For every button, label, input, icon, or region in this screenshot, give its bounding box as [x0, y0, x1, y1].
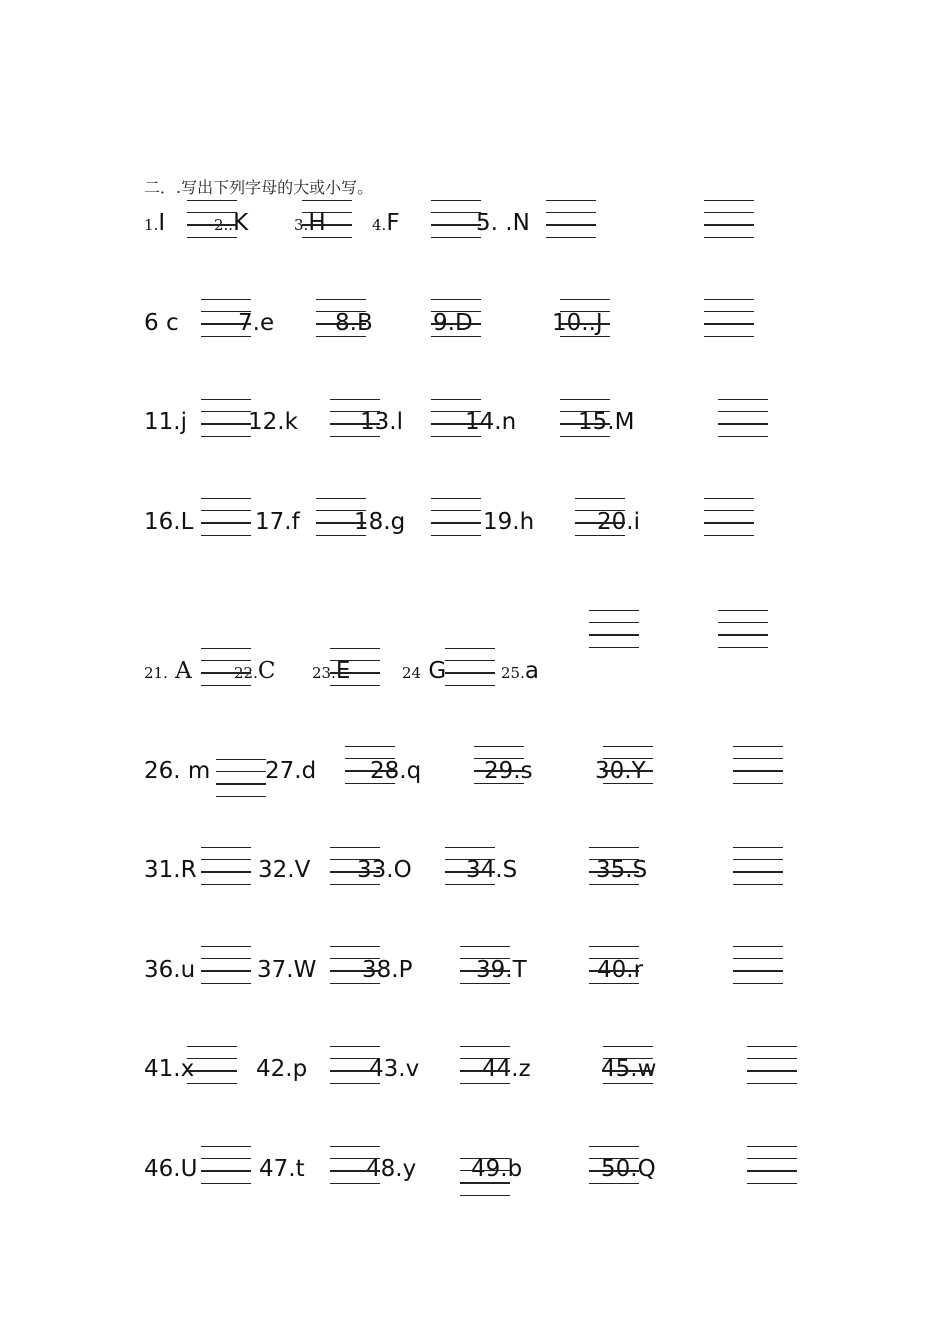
writing-lines: [460, 1158, 510, 1198]
item-letter: E: [335, 658, 351, 684]
writing-lines: [704, 498, 754, 538]
item-25: [501, 660, 539, 683]
item-24: [402, 660, 446, 683]
item-27: 27.d: [265, 758, 317, 784]
item-9: 9.D: [433, 310, 473, 336]
item-31: 31.R: [144, 857, 197, 883]
item-1: [144, 212, 165, 235]
writing-lines: [733, 847, 783, 887]
exercise-title: 二．.写出下列字母的大或小写。: [144, 178, 374, 197]
item-letter: I: [158, 210, 166, 236]
item-10: 10..J: [552, 310, 603, 336]
item-36: 36.u: [144, 957, 196, 983]
item-number: 3.: [294, 216, 309, 234]
writing-lines: [431, 200, 481, 240]
writing-lines: [603, 746, 653, 786]
item-letter: K: [233, 210, 249, 236]
writing-lines: [704, 200, 754, 240]
item-letter: F: [386, 210, 400, 236]
item-number: 21.: [144, 664, 168, 682]
writing-lines: [330, 1046, 380, 1086]
writing-lines: [431, 299, 481, 339]
writing-lines: [474, 746, 524, 786]
item-16: 16.L: [144, 509, 194, 535]
item-49: 49.b: [471, 1156, 523, 1182]
writing-lines: [560, 399, 610, 439]
writing-lines: [589, 610, 639, 650]
item-8: 8.B: [335, 310, 373, 336]
item-14: 14.n: [465, 409, 517, 435]
item-letter: G: [428, 658, 447, 684]
item-number: 25.: [501, 664, 525, 682]
writing-lines: [733, 746, 783, 786]
writing-lines: [460, 946, 510, 986]
item-5: 5. .N: [476, 210, 530, 236]
writing-lines: [704, 299, 754, 339]
writing-lines: [201, 1146, 251, 1186]
item-33: 33.O: [357, 857, 412, 883]
item-letter: H: [308, 210, 326, 236]
item-4: [372, 212, 400, 235]
writing-lines: [546, 200, 596, 240]
writing-lines: [316, 299, 366, 339]
writing-lines: [216, 759, 266, 799]
writing-lines: [431, 498, 481, 538]
item-50: 50.Q: [601, 1156, 656, 1182]
writing-lines: [345, 746, 395, 786]
writing-lines: [747, 1146, 797, 1186]
item-43: 43.v: [369, 1056, 420, 1082]
item-11: 11.j: [144, 409, 187, 435]
item-29: 29.s: [484, 758, 533, 784]
item-number: 2..: [214, 216, 234, 234]
item-32: 32.V: [258, 857, 311, 883]
item-34: 34.S: [466, 857, 518, 883]
writing-lines: [460, 1046, 510, 1086]
item-letter: A: [175, 658, 192, 684]
writing-lines: [316, 498, 366, 538]
writing-lines: [201, 299, 251, 339]
writing-lines: [445, 648, 495, 688]
item-35: 35.S: [596, 857, 648, 883]
item-17: 17.f: [255, 509, 300, 535]
item-42: 42.p: [256, 1056, 308, 1082]
writing-lines: [330, 946, 380, 986]
writing-lines: [718, 610, 768, 650]
writing-lines: [201, 946, 251, 986]
item-number: 1.: [144, 216, 159, 234]
writing-lines: [330, 399, 380, 439]
item-39: 39.T: [476, 957, 527, 983]
writing-lines: [560, 299, 610, 339]
item-45: 45.w: [601, 1056, 657, 1082]
writing-lines: [201, 847, 251, 887]
item-number: 4.: [372, 216, 387, 234]
item-41: 41.x: [144, 1056, 195, 1082]
writing-lines: [302, 200, 352, 240]
item-13: 13.l: [360, 409, 403, 435]
item-21: [144, 660, 192, 683]
item-number: 23.: [312, 664, 336, 682]
writing-lines: [589, 1146, 639, 1186]
item-48: 48.y: [366, 1156, 417, 1182]
writing-lines: [445, 847, 495, 887]
item-letter: a: [524, 658, 539, 684]
item-28: 28.q: [370, 758, 422, 784]
writing-lines: [603, 1046, 653, 1086]
item-19: 19.h: [483, 509, 535, 535]
item-7: 7.e: [238, 310, 275, 336]
item-18: 18.g: [354, 509, 406, 535]
item-letter: C: [257, 658, 276, 684]
writing-lines: [575, 498, 625, 538]
item-number: 24: [402, 664, 422, 682]
item-38: 38.P: [362, 957, 413, 983]
writing-lines: [201, 498, 251, 538]
item-20: 20.i: [597, 509, 640, 535]
item-26: 26. m: [144, 758, 211, 784]
writing-lines: [589, 946, 639, 986]
writing-lines: [431, 399, 481, 439]
writing-lines: [330, 648, 380, 688]
item-30: 30.Y: [595, 758, 646, 784]
writing-lines: [201, 648, 251, 688]
writing-lines: [747, 1046, 797, 1086]
item-40: 40.r: [597, 957, 644, 983]
item-44: 44.z: [482, 1056, 531, 1082]
item-6: 6 c: [144, 310, 179, 336]
writing-lines: [330, 1146, 380, 1186]
item-37: 37.W: [257, 957, 317, 983]
item-47: 47.t: [259, 1156, 305, 1182]
writing-lines: [718, 399, 768, 439]
item-15: 15.M: [578, 409, 635, 435]
writing-lines: [330, 847, 380, 887]
item-12: 12.k: [248, 409, 298, 435]
writing-lines: [733, 946, 783, 986]
writing-lines: [589, 847, 639, 887]
item-46: 46.U: [144, 1156, 198, 1182]
writing-lines: [187, 200, 237, 240]
writing-lines: [201, 399, 251, 439]
item-number: 22.: [234, 664, 258, 682]
writing-lines: [187, 1046, 237, 1086]
